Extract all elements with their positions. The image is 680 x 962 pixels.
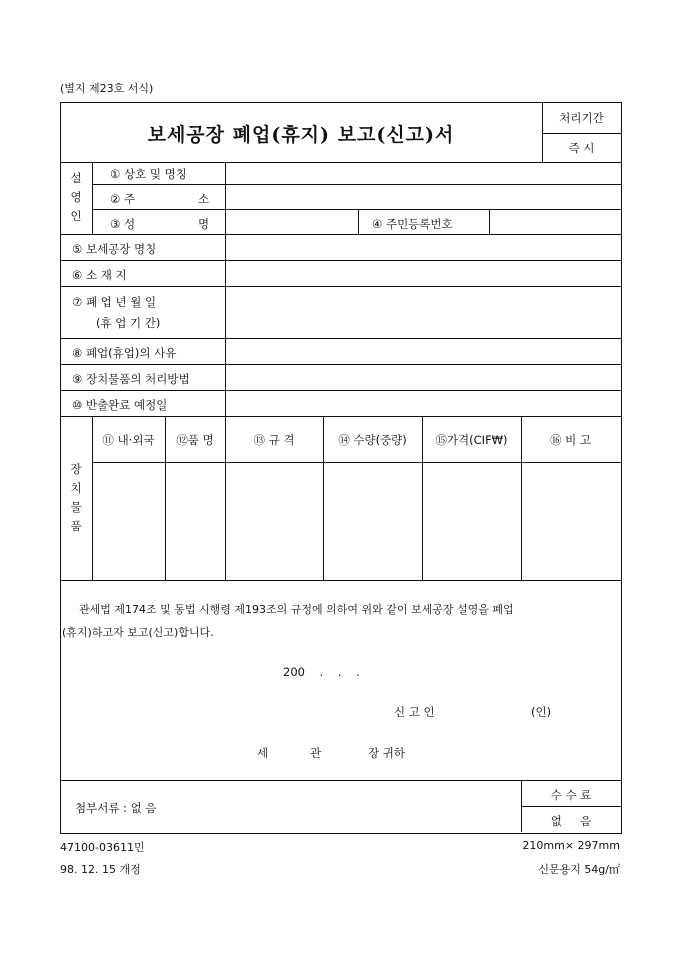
equipment-disposal-label: ⑨ 장치물품의 처리방법	[72, 372, 190, 386]
attachments-label: 첨부서류 : 없 음	[75, 801, 157, 815]
column-header-quantity: ⑭ 수량(중량)	[338, 433, 407, 447]
location-field[interactable]	[226, 261, 620, 285]
processing-period-label: 처리기간	[559, 111, 604, 125]
recipient-head: 장 귀하	[368, 746, 405, 760]
form-number: 47100-03611민	[60, 841, 145, 854]
recipient-customs-a: 세	[257, 746, 269, 760]
factory-name-label: ⑤ 보세공장 명칭	[72, 242, 157, 256]
paper-type: 신문용지 54g/㎡	[538, 863, 620, 876]
name-label: ③ 성	[110, 217, 136, 231]
closure-reason-label: ⑧ 폐업(휴업)의 사유	[72, 346, 177, 360]
form-title: 보세공장 폐업(휴지) 보고(신고)서	[147, 124, 455, 146]
goods-item-name-cell[interactable]	[166, 463, 224, 579]
factory-name-field[interactable]	[226, 235, 620, 259]
declaration-text-line1: 관세법 제174조 및 동법 시행령 제193조의 규정에 의하여 위와 같이 보세공장 설영을 폐업	[79, 603, 514, 616]
name-label-suffix: 명	[198, 217, 210, 231]
trade-name-label: ① 상호 및 명칭	[110, 167, 187, 181]
goods-quantity-cell[interactable]	[324, 463, 421, 579]
paper-size: 210mm× 297mm	[522, 839, 620, 852]
column-header-price: ⑮가격(CIF₩)	[435, 433, 508, 447]
declaration-text-line2: (휴지)하고자 보고(신고)합니다.	[62, 626, 214, 639]
reporter-label: 신 고 인	[394, 705, 435, 719]
closure-period-label: (휴 업 기 간)	[96, 316, 161, 330]
form-reference-note: (별지 제23호 서식)	[60, 82, 154, 95]
trade-name-field[interactable]	[226, 163, 541, 183]
column-header-origin: ⑪ 내·외국	[102, 433, 155, 447]
fee-label: 수 수 료	[550, 788, 592, 802]
declaration-date: 200 . . .	[283, 665, 360, 679]
goods-remarks-cell[interactable]	[522, 463, 620, 579]
seal-mark: (인)	[531, 705, 552, 719]
address-field[interactable]	[226, 185, 620, 208]
export-date-label: ⑩ 반출완료 예정일	[72, 398, 168, 412]
column-header-remarks: ⑯ 비 고	[549, 433, 592, 447]
address-label: ② 주	[110, 192, 136, 206]
resident-number-label: ④ 주민등록번호	[372, 217, 453, 231]
export-date-field[interactable]	[226, 391, 620, 415]
closure-date-label: ⑦ 폐 업 년 월 일	[72, 295, 157, 309]
goods-section-label: 장 치 물 품	[70, 462, 82, 533]
fee-value: 없 음	[550, 814, 592, 828]
equipment-disposal-field[interactable]	[226, 365, 620, 389]
closure-reason-field[interactable]	[226, 339, 620, 363]
goods-spec-cell[interactable]	[226, 463, 322, 579]
revision-date: 98. 12. 15 개정	[60, 863, 141, 876]
column-header-spec: ⑬ 규 격	[253, 433, 295, 447]
location-label: ⑥ 소 재 지	[72, 268, 127, 282]
resident-number-field[interactable]	[490, 210, 620, 233]
processing-period-value: 즉 시	[568, 141, 595, 155]
goods-origin-cell[interactable]	[93, 463, 164, 579]
recipient-customs-b: 관	[310, 746, 322, 760]
closure-date-field[interactable]	[226, 287, 620, 337]
name-field[interactable]	[226, 210, 357, 233]
column-header-item-name: ⑫품 명	[176, 433, 214, 447]
applicant-section-label: 설 영 인	[70, 171, 82, 223]
goods-price-cell[interactable]	[423, 463, 520, 579]
address-label-suffix: 소	[198, 192, 210, 206]
